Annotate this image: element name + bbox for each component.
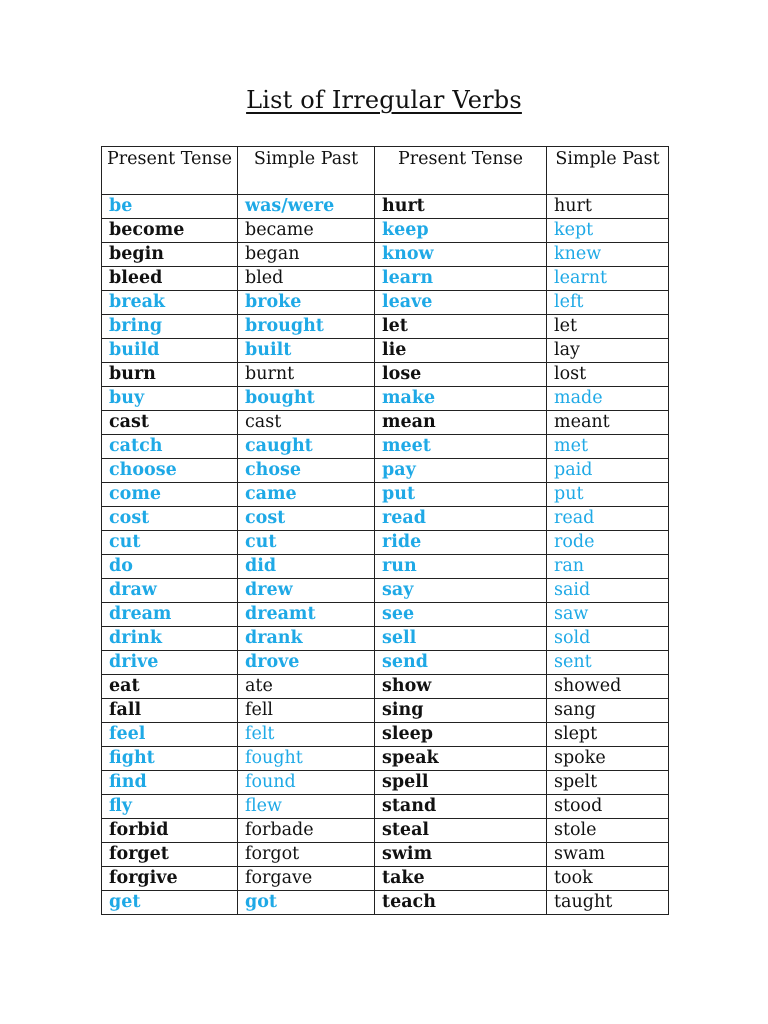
verb-cell-simple-past-2: sold	[547, 627, 669, 651]
header-simple-past-1: Simple Past	[238, 147, 375, 195]
verb-cell-present-tense: fall	[102, 699, 238, 723]
table-row	[102, 363, 669, 387]
verb-cell-present-tense: build	[102, 339, 238, 363]
verb-cell-simple-past-2: rode	[547, 531, 669, 555]
verb-cell-simple-past: forgave	[238, 867, 375, 891]
verb-cell-simple-past: cut	[238, 531, 375, 555]
verb-cell-simple-past: drank	[238, 627, 375, 651]
verb-cell-simple-past: broke	[238, 291, 375, 315]
verb-cell-simple-past-2: put	[547, 483, 669, 507]
verb-cell-simple-past: got	[238, 891, 375, 915]
verb-cell-simple-past: built	[238, 339, 375, 363]
table-row	[102, 459, 669, 483]
verb-cell-present-tense: cast	[102, 411, 238, 435]
verb-cell-present-tense-2: send	[375, 651, 547, 675]
verb-cell-present-tense: cost	[102, 507, 238, 531]
verb-cell-present-tense: burn	[102, 363, 238, 387]
verb-cell-present-tense-2: spell	[375, 771, 547, 795]
verb-cell-simple-past: cast	[238, 411, 375, 435]
table-row	[102, 435, 669, 459]
verb-cell-present-tense: be	[102, 195, 238, 219]
table-row	[102, 627, 669, 651]
verb-cell-present-tense-2: ride	[375, 531, 547, 555]
verb-cell-simple-past-2: sang	[547, 699, 669, 723]
verb-cell-simple-past: bled	[238, 267, 375, 291]
verb-cell-present-tense-2: swim	[375, 843, 547, 867]
table-row	[102, 867, 669, 891]
verb-cell-present-tense-2: say	[375, 579, 547, 603]
verb-cell-simple-past: cost	[238, 507, 375, 531]
verb-cell-simple-past-2: ran	[547, 555, 669, 579]
table-row	[102, 267, 669, 291]
verb-cell-present-tense: begin	[102, 243, 238, 267]
verb-cell-simple-past-2: stood	[547, 795, 669, 819]
table-row	[102, 603, 669, 627]
verb-cell-present-tense-2: steal	[375, 819, 547, 843]
verb-cell-present-tense-2: keep	[375, 219, 547, 243]
verb-cell-simple-past-2: hurt	[547, 195, 669, 219]
verb-cell-present-tense-2: run	[375, 555, 547, 579]
verb-cell-simple-past-2: said	[547, 579, 669, 603]
verb-cell-simple-past-2: spelt	[547, 771, 669, 795]
table-row	[102, 723, 669, 747]
table-row	[102, 579, 669, 603]
verb-cell-present-tense: do	[102, 555, 238, 579]
table-row	[102, 291, 669, 315]
verb-cell-simple-past: found	[238, 771, 375, 795]
verb-cell-simple-past-2: taught	[547, 891, 669, 915]
verb-cell-present-tense: cut	[102, 531, 238, 555]
verb-cell-present-tense-2: pay	[375, 459, 547, 483]
table-row	[102, 483, 669, 507]
verb-cell-present-tense: fight	[102, 747, 238, 771]
verb-cell-present-tense: break	[102, 291, 238, 315]
verb-cell-present-tense: buy	[102, 387, 238, 411]
header-simple-past-2: Simple Past	[547, 147, 669, 195]
verb-cell-simple-past-2: lay	[547, 339, 669, 363]
verb-cell-simple-past: bought	[238, 387, 375, 411]
verb-cell-present-tense-2: sleep	[375, 723, 547, 747]
verb-cell-simple-past-2: met	[547, 435, 669, 459]
verb-cell-present-tense: forbid	[102, 819, 238, 843]
verb-cell-present-tense-2: see	[375, 603, 547, 627]
verb-cell-present-tense-2: read	[375, 507, 547, 531]
table-row	[102, 699, 669, 723]
verb-cell-present-tense-2: speak	[375, 747, 547, 771]
verb-cell-simple-past: became	[238, 219, 375, 243]
verb-cell-present-tense-2: show	[375, 675, 547, 699]
verb-cell-simple-past: fell	[238, 699, 375, 723]
table-row	[102, 219, 669, 243]
verb-cell-present-tense: find	[102, 771, 238, 795]
verb-cell-simple-past: began	[238, 243, 375, 267]
verb-cell-simple-past: felt	[238, 723, 375, 747]
verb-cell-simple-past-2: saw	[547, 603, 669, 627]
verb-cell-simple-past: flew	[238, 795, 375, 819]
verb-cell-present-tense: fly	[102, 795, 238, 819]
verb-cell-simple-past-2: spoke	[547, 747, 669, 771]
verb-cell-simple-past-2: kept	[547, 219, 669, 243]
verb-cell-present-tense-2: learn	[375, 267, 547, 291]
verb-cell-present-tense: become	[102, 219, 238, 243]
verb-cell-present-tense-2: leave	[375, 291, 547, 315]
page-title: List of Irregular Verbs	[246, 86, 522, 114]
verb-cell-simple-past: ate	[238, 675, 375, 699]
verb-cell-simple-past: did	[238, 555, 375, 579]
verb-cell-present-tense-2: stand	[375, 795, 547, 819]
verb-cell-present-tense-2: sing	[375, 699, 547, 723]
table-row	[102, 315, 669, 339]
verb-cell-present-tense: forget	[102, 843, 238, 867]
verb-cell-simple-past-2: learnt	[547, 267, 669, 291]
verb-cell-present-tense: catch	[102, 435, 238, 459]
table-row	[102, 651, 669, 675]
verb-cell-simple-past: dreamt	[238, 603, 375, 627]
table-body	[102, 195, 669, 915]
verb-cell-present-tense-2: make	[375, 387, 547, 411]
header-present-tense-1: Present Tense	[102, 147, 238, 195]
verb-cell-present-tense: get	[102, 891, 238, 915]
table-row	[102, 243, 669, 267]
table-row	[102, 843, 669, 867]
verb-cell-simple-past: forgot	[238, 843, 375, 867]
verb-cell-simple-past-2: showed	[547, 675, 669, 699]
verb-cell-simple-past-2: read	[547, 507, 669, 531]
verb-cell-present-tense-2: meet	[375, 435, 547, 459]
verb-cell-present-tense-2: let	[375, 315, 547, 339]
table-row	[102, 891, 669, 915]
verb-cell-simple-past: drew	[238, 579, 375, 603]
verb-cell-simple-past-2: paid	[547, 459, 669, 483]
verb-cell-present-tense-2: sell	[375, 627, 547, 651]
verb-cell-simple-past-2: let	[547, 315, 669, 339]
verb-cell-simple-past: came	[238, 483, 375, 507]
verb-cell-present-tense-2: take	[375, 867, 547, 891]
verb-cell-simple-past: fought	[238, 747, 375, 771]
verb-cell-simple-past: was/were	[238, 195, 375, 219]
verb-cell-present-tense: dream	[102, 603, 238, 627]
verb-cell-simple-past-2: left	[547, 291, 669, 315]
verb-cell-simple-past-2: took	[547, 867, 669, 891]
table-row	[102, 195, 669, 219]
verb-cell-simple-past: burnt	[238, 363, 375, 387]
verb-cell-simple-past-2: slept	[547, 723, 669, 747]
verb-cell-present-tense: come	[102, 483, 238, 507]
verb-cell-present-tense-2: put	[375, 483, 547, 507]
table-row	[102, 531, 669, 555]
table-row	[102, 555, 669, 579]
irregular-verbs-table	[101, 146, 669, 915]
table-row	[102, 387, 669, 411]
verb-cell-simple-past-2: swam	[547, 843, 669, 867]
table-header-row	[102, 147, 669, 195]
verb-cell-simple-past: brought	[238, 315, 375, 339]
table-row	[102, 795, 669, 819]
verb-cell-present-tense: feel	[102, 723, 238, 747]
verb-cell-simple-past: drove	[238, 651, 375, 675]
verb-cell-present-tense: eat	[102, 675, 238, 699]
verb-cell-present-tense-2: know	[375, 243, 547, 267]
table-row	[102, 747, 669, 771]
verb-cell-present-tense: forgive	[102, 867, 238, 891]
verb-cell-present-tense-2: lose	[375, 363, 547, 387]
verb-cell-present-tense-2: teach	[375, 891, 547, 915]
verb-cell-present-tense-2: lie	[375, 339, 547, 363]
verb-cell-simple-past-2: meant	[547, 411, 669, 435]
verb-cell-present-tense: bleed	[102, 267, 238, 291]
table-row	[102, 411, 669, 435]
verb-cell-simple-past-2: knew	[547, 243, 669, 267]
header-present-tense-2: Present Tense	[375, 147, 547, 195]
table-row	[102, 771, 669, 795]
verb-cell-simple-past-2: lost	[547, 363, 669, 387]
table-row	[102, 507, 669, 531]
verb-cell-present-tense-2: hurt	[375, 195, 547, 219]
verb-cell-present-tense: draw	[102, 579, 238, 603]
verb-cell-present-tense: drink	[102, 627, 238, 651]
verb-cell-simple-past: forbade	[238, 819, 375, 843]
verb-cell-simple-past: caught	[238, 435, 375, 459]
verb-cell-simple-past: chose	[238, 459, 375, 483]
table-row	[102, 675, 669, 699]
verb-cell-simple-past-2: made	[547, 387, 669, 411]
table-row	[102, 819, 669, 843]
verb-cell-present-tense: drive	[102, 651, 238, 675]
verb-cell-present-tense: bring	[102, 315, 238, 339]
verb-cell-present-tense-2: mean	[375, 411, 547, 435]
verb-cell-present-tense: choose	[102, 459, 238, 483]
verb-cell-simple-past-2: sent	[547, 651, 669, 675]
table-row	[102, 339, 669, 363]
verb-cell-simple-past-2: stole	[547, 819, 669, 843]
